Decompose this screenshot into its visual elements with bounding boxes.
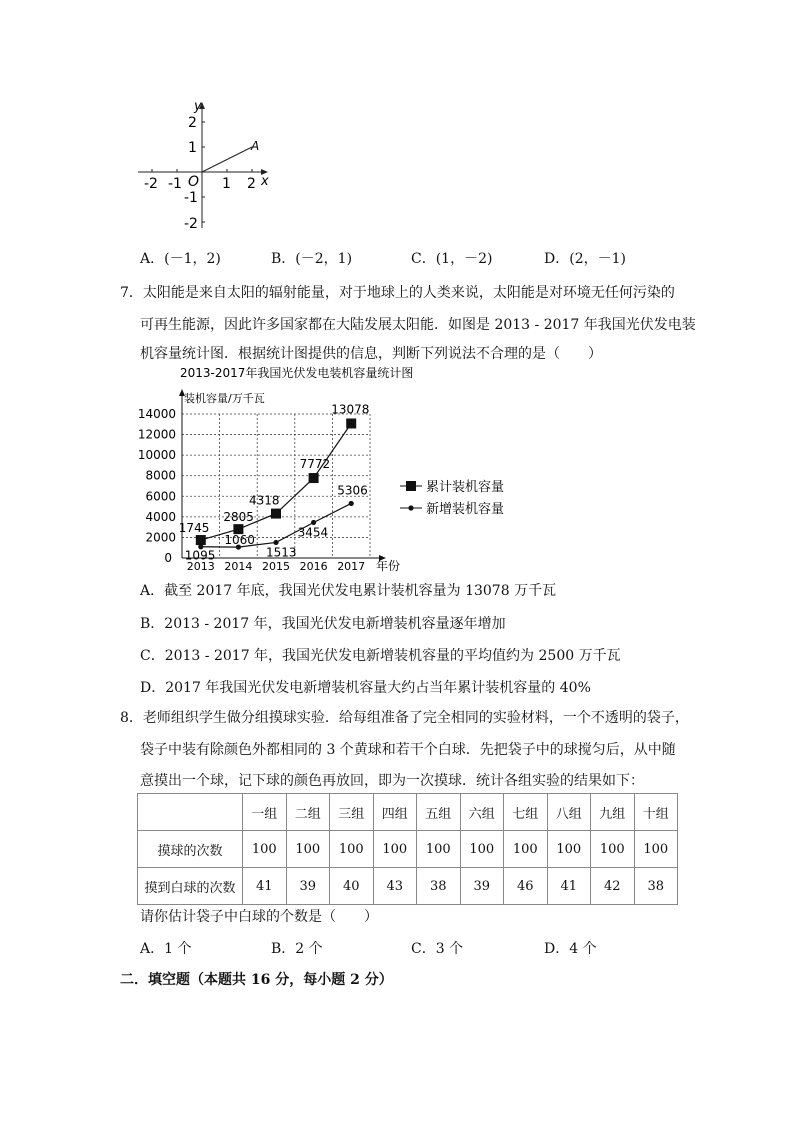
table-cell: 42 [591,868,635,905]
y-tick-label: 2000 [145,530,176,545]
table-header-cell: 一组 [243,794,287,831]
option-letter: A． [140,251,165,267]
data-label-new: 1513 [266,545,297,560]
x-tick-label: 2 [247,176,256,192]
option-letter: B． [271,251,296,267]
option-text: (1，－2) [435,251,493,267]
x-tick-label: 2013 [186,560,215,573]
results-table [137,793,678,905]
legend-marker-new [408,505,413,510]
q8-stem-line: 袋子中装有除颜色外都相同的 3 个黄球和若干个白球．先把袋子中的球搅匀后，从中随 [140,742,676,758]
y-tick-label: 4000 [145,509,176,524]
y-tick-label: 10000 [137,448,176,463]
option-text: (－2，1) [295,251,353,267]
data-point-new [349,501,354,506]
legend-label-cumulative: 累计装机容量 [426,480,505,495]
table-cell: 46 [504,868,548,905]
x-axis-title: 年份 [376,559,401,573]
y-tick-label: 1 [188,140,197,156]
table-row [138,831,678,868]
q6-option-b[interactable] [271,248,352,268]
q8-option-c[interactable]: C．3 个 [411,941,464,957]
q8-option-a[interactable]: A．1 个 [140,941,192,957]
data-label-new: 3454 [297,525,329,540]
table-cell: 40 [330,868,374,905]
data-point-cumulative [309,473,319,483]
y-tick-label: 14000 [137,407,176,421]
row-label: 摸到白球的次数 [138,868,243,905]
data-point-cumulative [346,418,356,428]
q7-option-a[interactable]: A．截至 2017 年底，我国光伏发电累计装机容量为 13078 万千瓦 [140,583,557,599]
table-header-cell: 六组 [460,794,504,831]
x-tick-label: 2015 [262,560,290,573]
coordinate-graph [130,98,280,238]
data-label-new: 1095 [184,548,216,563]
table-cell: 43 [373,868,417,905]
table-cell: 100 [243,831,287,868]
data-label-cumulative: 13078 [331,402,370,417]
q7-stem-line: 7．太阳能是来自太阳的辐射能量，对于地球上的人类来说，太阳能是对环境无任何污染的 [120,285,675,301]
data-point-new [273,540,278,545]
data-point-cumulative [271,509,281,519]
y-tick-label: 2 [188,115,197,131]
table-cell: 38 [417,868,461,905]
table-cell: 100 [547,831,591,868]
y-tick-label: -1 [184,190,198,206]
x-axis-label: x [261,174,269,189]
table-cell: 38 [634,868,678,905]
data-label-cumulative: 1745 [178,521,210,536]
y-tick-label: 8000 [145,468,176,483]
q7-stem-line: 机容量统计图．根据统计图提供的信息，判断下列说法不合理的是（ ） [140,346,602,362]
legend-marker-cumulative [406,481,416,491]
table-header-cell: 十组 [634,794,678,831]
q7-option-b[interactable]: B．2013 - 2017 年，我国光伏发电新增装机容量逐年增加 [140,616,506,632]
y-tick-label: 0 [164,551,172,565]
table-cell: 39 [286,868,330,905]
section-heading: 二．填空题（本题共 16 分，每小题 2 分） [120,972,393,988]
table-header-cell: 二组 [286,794,330,831]
y-axis-label: y [194,99,202,114]
x-tick-label: -1 [168,176,182,192]
q6-option-c[interactable] [411,248,492,268]
q6-option-a[interactable] [140,248,221,268]
q7-stem-line: 可再生能源，因此许多国家都在大陆发展太阳能．如图是 2013 - 2017 年我国光伏发电装 [140,317,696,333]
x-tick-label: -2 [144,176,158,192]
table-header-cell: 七组 [504,794,548,831]
x-tick-label: 2017 [337,560,366,573]
y-tick-label: 6000 [145,489,176,504]
q8-option-b[interactable]: B．2 个 [271,941,323,957]
option-text: (2，－1) [569,251,626,267]
table-cell: 100 [330,831,374,868]
data-label-cumulative: 2805 [223,510,254,525]
table-row [138,868,678,905]
data-point-cumulative [196,535,206,545]
q7-option-d[interactable]: D．2017 年我国光伏发电新增装机容量大约占当年累计装机容量的 40% [140,680,591,696]
table-header-cell: 九组 [591,794,635,831]
table-header-cell: 五组 [417,794,461,831]
q8-stem-line: 意摸出一个球，记下球的颜色再放回，即为一次摸球．统计各组实验的结果如下： [140,773,644,789]
origin-label: O [188,174,200,190]
data-label-new: 1060 [224,533,255,548]
table-cell: 100 [634,831,678,868]
x-tick-label: 2016 [299,560,328,573]
data-label-cumulative: 4318 [249,493,280,508]
table-cell: 39 [460,868,504,905]
table-cell: 100 [460,831,504,868]
option-letter: C． [411,251,436,267]
table-header-row [138,794,678,831]
table-cell: 100 [373,831,417,868]
y-tick-label: -2 [184,216,198,232]
table-cell: 41 [243,868,287,905]
table-header-cell: 四组 [373,794,417,831]
q8-option-d[interactable]: D．4 个 [544,941,597,957]
q6-option-d[interactable] [544,248,626,268]
q8-question: 请你估计袋子中白球的个数是（ ） [140,909,378,925]
q8-stem-line: 8．老师组织学生做分组摸球实验．给每组准备了完全相同的实验材料，一个不透明的袋子， [120,710,689,726]
table-cell: 100 [504,831,548,868]
chart-title: 2013-2017年我国光伏发电装机容量统计图 [180,366,414,380]
option-letter: D． [544,251,570,267]
row-label: 摸球的次数 [138,831,243,868]
data-point-new [311,520,316,525]
data-label-new: 5306 [337,483,368,498]
x-tick-label: 2014 [224,560,253,573]
table-cell: 41 [547,868,591,905]
capacity-chart [130,362,530,577]
table-cell: 100 [286,831,330,868]
table-cell: 100 [591,831,635,868]
table-corner-cell [138,794,243,831]
x-tick-label: 1 [222,176,231,192]
legend-label-new: 新增装机容量 [426,502,505,517]
data-label-cumulative: 7772 [299,457,331,472]
y-tick-label: 12000 [137,427,176,442]
table-header-cell: 八组 [547,794,591,831]
y-axis-title: 装机容量/万千瓦 [184,392,265,405]
q7-option-c[interactable]: C．2013 - 2017 年，我国光伏发电新增装机容量的平均值约为 2500 万千瓦 [140,648,621,664]
table-header-cell: 三组 [330,794,374,831]
point-a-label: A [251,139,260,153]
table-cell: 100 [417,831,461,868]
option-text: (－1，2) [164,251,221,267]
